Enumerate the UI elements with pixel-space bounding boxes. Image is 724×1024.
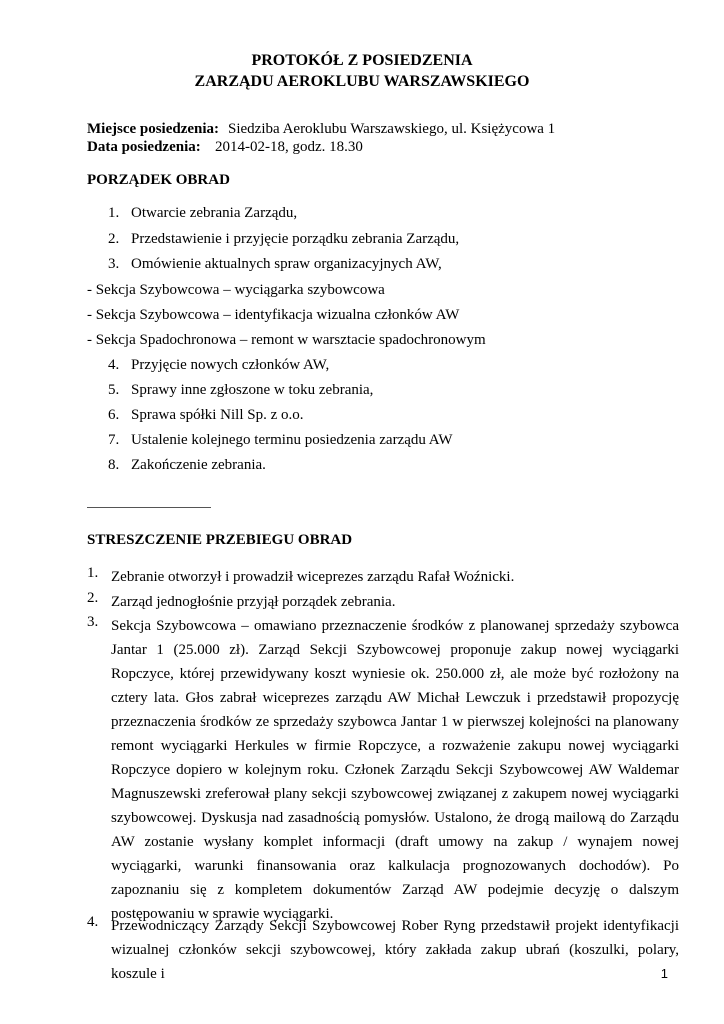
agenda-item-number: 2. xyxy=(108,231,120,247)
agenda-item-number: 7. xyxy=(108,432,120,448)
agenda-item-number: 3. xyxy=(108,256,120,272)
agenda-sub-item: - Sekcja Spadochronowa – remont w warsztacie spadochronowym xyxy=(87,332,486,348)
document-title-line1: PROTOKÓŁ Z POSIEDZENIA xyxy=(251,52,473,69)
agenda-sub-item: - Sekcja Szybowcowa – wyciągarka szybowcowa xyxy=(87,282,385,298)
agenda-item-number: 4. xyxy=(108,357,120,373)
agenda-item-text: Zakończenie zebrania. xyxy=(131,457,266,473)
meeting-date-value: 2014-02-18, godz. 18.30 xyxy=(215,139,363,155)
agenda-item-number: 5. xyxy=(108,382,120,398)
agenda-item-text: Otwarcie zebrania Zarządu, xyxy=(131,205,298,221)
summary-item-number: 4. xyxy=(87,914,99,930)
meeting-place xyxy=(87,121,556,138)
meeting-place-value: Siedziba Aeroklubu Warszawskiego, ul. Księżycowa 1 xyxy=(228,121,556,137)
summary-item-number: 3. xyxy=(87,614,99,630)
summary-item-text: Przewodniczący Zarządy Sekcji Szybowcowej Rober Ryng przedstawił projekt identyfikacji wizualnej członków sekcji szybowcowej, który zakłada zakup ubrań (koszulki, polary, koszule i xyxy=(111,918,679,982)
meeting-place-label: Miejsce posiedzenia: xyxy=(87,121,220,137)
agenda-item-text: Ustalenie kolejnego terminu posiedzenia zarządu AW xyxy=(131,432,453,448)
agenda-sub-item: - Sekcja Szybowcowa – identyfikacja wizualna członków AW xyxy=(87,307,460,323)
agenda-item-text: Przedstawienie i przyjęcie porządku zebrania Zarządu, xyxy=(131,231,460,247)
meeting-date xyxy=(87,139,363,156)
agenda-item-number: 1. xyxy=(108,205,120,221)
agenda-item-text: Przyjęcie nowych członków AW, xyxy=(131,357,330,373)
section-divider xyxy=(87,507,211,508)
meeting-date-label: Data posiedzenia: xyxy=(87,139,201,155)
document-title-line2: ZARZĄDU AEROKLUBU WARSZAWSKIEGO xyxy=(194,73,530,90)
summary-item-number: 2. xyxy=(87,590,99,606)
agenda-heading: PORZĄDEK OBRAD xyxy=(87,172,230,188)
summary-heading: STRESZCZENIE PRZEBIEGU OBRAD xyxy=(87,532,353,548)
summary-item-text: Zarząd jednogłośnie przyjął porządek zebrania. xyxy=(111,594,396,610)
agenda-item-number: 6. xyxy=(108,407,120,423)
page-number: 1 xyxy=(660,966,668,981)
agenda-item-number: 8. xyxy=(108,457,120,473)
summary-item-number: 1. xyxy=(87,565,99,581)
summary-item-text: Zebranie otworzył i prowadził wiceprezes zarządu Rafał Woźnicki. xyxy=(111,569,515,585)
agenda-item-text: Sprawa spółki Nill Sp. z o.o. xyxy=(131,407,304,423)
agenda-item-text: Sprawy inne zgłoszone w toku zebrania, xyxy=(131,382,374,398)
agenda-item-text: Omówienie aktualnych spraw organizacyjnych AW, xyxy=(131,256,442,272)
summary-item-text: Sekcja Szybowcowa – omawiano przeznaczenie środków z planowanej sprzedaży szybowca Jantar 1 (25.000 zł). Zarząd Sekcji Szybowcowej proponuje zakup nowej wyciągarki Ropczyce, której przewidywany koszt wyniesie ok. 250.000 zł, ale może być rozłożony na cztery lata. Głos zabrał wiceprezes zarządu AW Michał Lewczuk i przedstawił propozycję przeznaczenia środków ze sprzedaży szybowca Jantar 1 w pierwszej kolejności na planowany remont wyciągarki Herkules w firmie Ropczyce, a rozważenie zakupu nowej wyciągarki Ropczyce dopiero w kolejnym roku. Członek Zarządu Sekcji Szybowcowej AW Waldemar Magnuszewski zreferował plany sekcji szybowcowej związanej z zakupem nowej wyciągarki szybowcowej. Dyskusja nad zasadnością pomysłów. Ustalono, że drogą mailową do Zarządu AW zostanie wysłany komplet informacji (draft umowy na zakup / wynajem nowej wyciągarki, warunki finansowania oraz kalkulacja prognozowanych dochodów). Po zapoznaniu się z kompletem dokumentów Zarząd AW podejmie decyzję o dalszym postępowaniu w sprawie wyciągarki. xyxy=(111,618,679,922)
